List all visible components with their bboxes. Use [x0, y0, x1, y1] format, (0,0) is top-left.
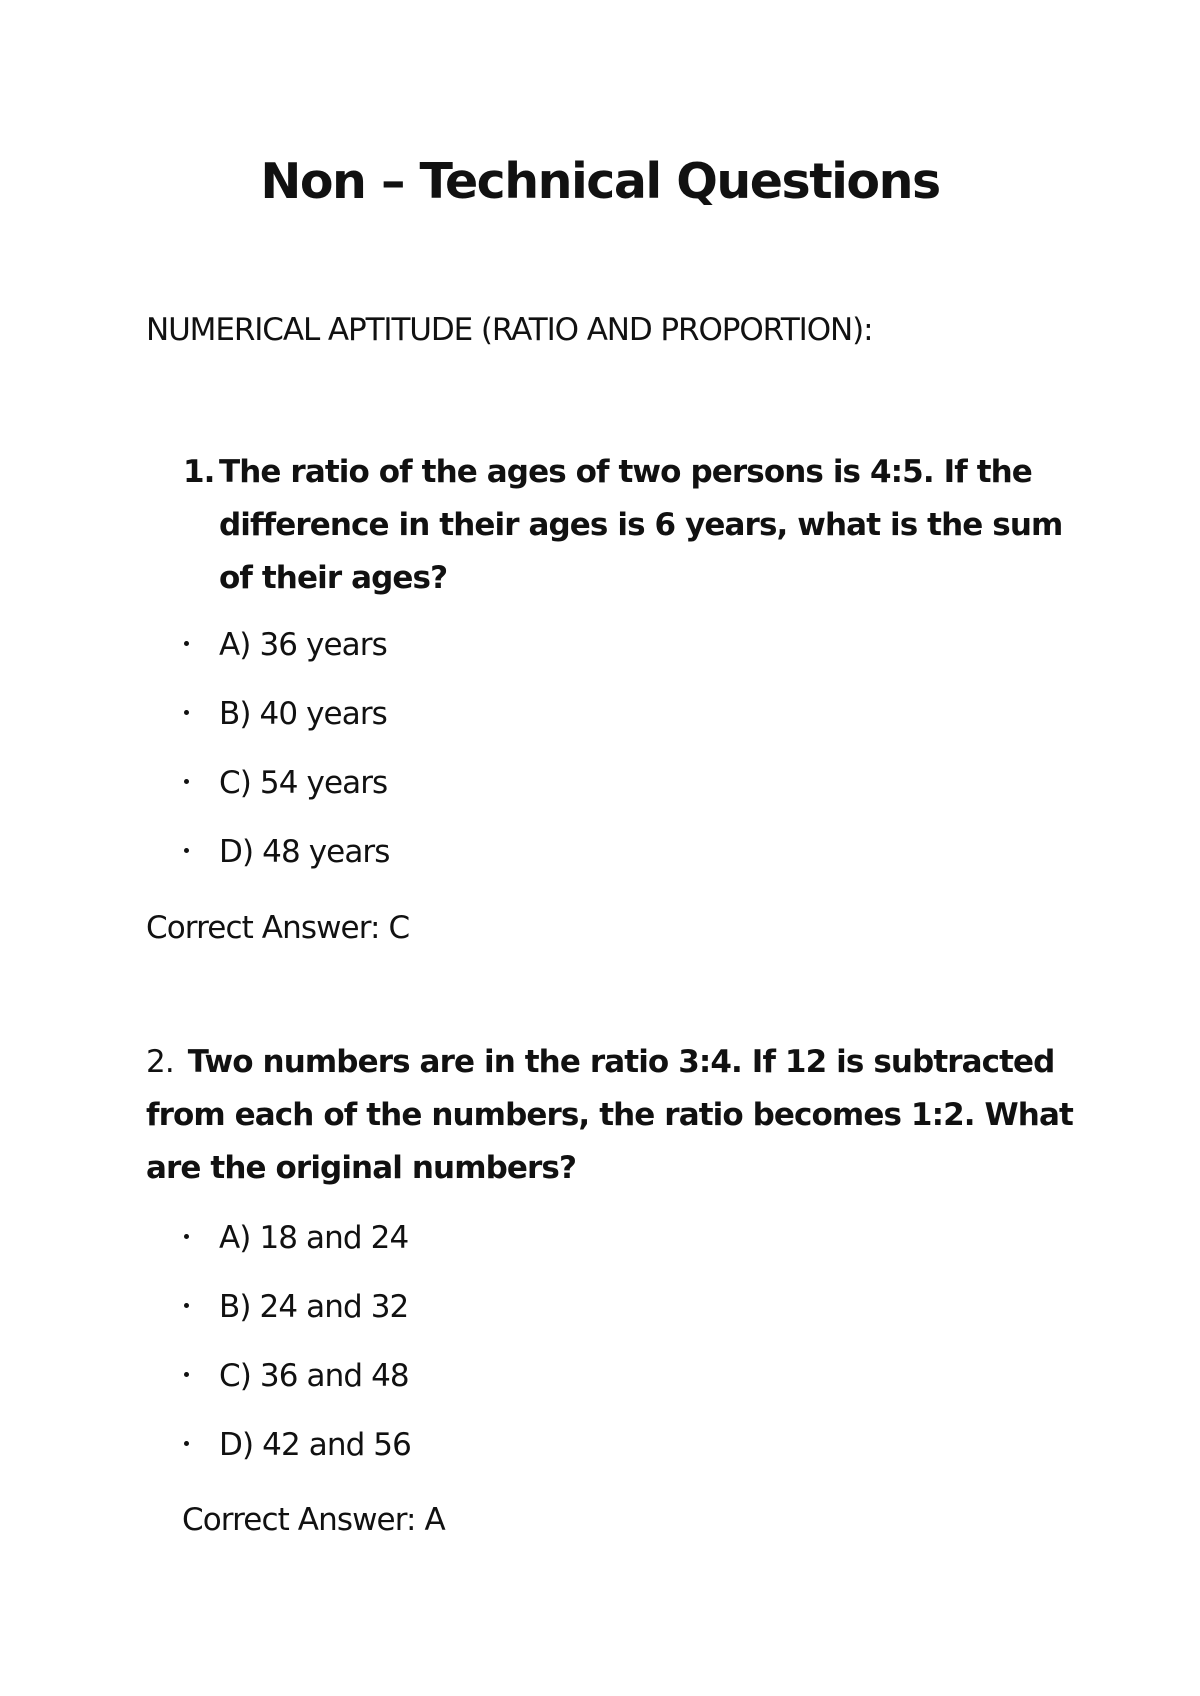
- question-text: The ratio of the ages of two persons is 4:5. If the difference in their ages is 6 years, what is the sum of their ages?: [219, 454, 1063, 596]
- option-d: [219, 1425, 411, 1494]
- options-list-1: [219, 625, 390, 901]
- question-1: [183, 446, 1099, 605]
- bullet-icon: [184, 641, 189, 646]
- option-a: [219, 625, 390, 694]
- bullet-icon: [184, 848, 189, 853]
- option-text: A) 18 and 24: [219, 1220, 409, 1256]
- option-c: [219, 763, 390, 832]
- option-text: B) 24 and 32: [219, 1289, 409, 1325]
- bullet-icon: [184, 710, 189, 715]
- bullet-icon: [184, 779, 189, 784]
- option-text: C) 36 and 48: [219, 1358, 409, 1394]
- question-2: [146, 1036, 1086, 1195]
- bullet-icon: [184, 1303, 189, 1308]
- option-d: [219, 832, 390, 901]
- option-text: C) 54 years: [219, 765, 388, 801]
- bullet-icon: [184, 1372, 189, 1377]
- page-title: Non – Technical Questions: [260, 153, 940, 210]
- option-text: D) 48 years: [219, 834, 390, 870]
- option-b: [219, 1287, 411, 1356]
- section-heading: NUMERICAL APTITUDE (RATIO AND PROPORTION):: [146, 312, 873, 348]
- option-c: [219, 1356, 411, 1425]
- correct-answer-2: Correct Answer: A: [182, 1502, 445, 1538]
- option-text: B) 40 years: [219, 696, 387, 732]
- option-b: [219, 694, 390, 763]
- question-text: Two numbers are in the ratio 3:4. If 12 is subtracted from each of the numbers, the ratio becomes 1:2. What are the original numbers?: [146, 1044, 1073, 1186]
- bullet-icon: [184, 1234, 189, 1239]
- bullet-icon: [184, 1441, 189, 1446]
- question-number: 2.: [146, 1044, 174, 1080]
- option-text: A) 36 years: [219, 627, 387, 663]
- question-number: 1.: [183, 454, 215, 490]
- option-a: [219, 1218, 411, 1287]
- option-text: D) 42 and 56: [219, 1427, 411, 1463]
- options-list-2: [219, 1218, 411, 1494]
- correct-answer-1: Correct Answer: C: [146, 910, 410, 946]
